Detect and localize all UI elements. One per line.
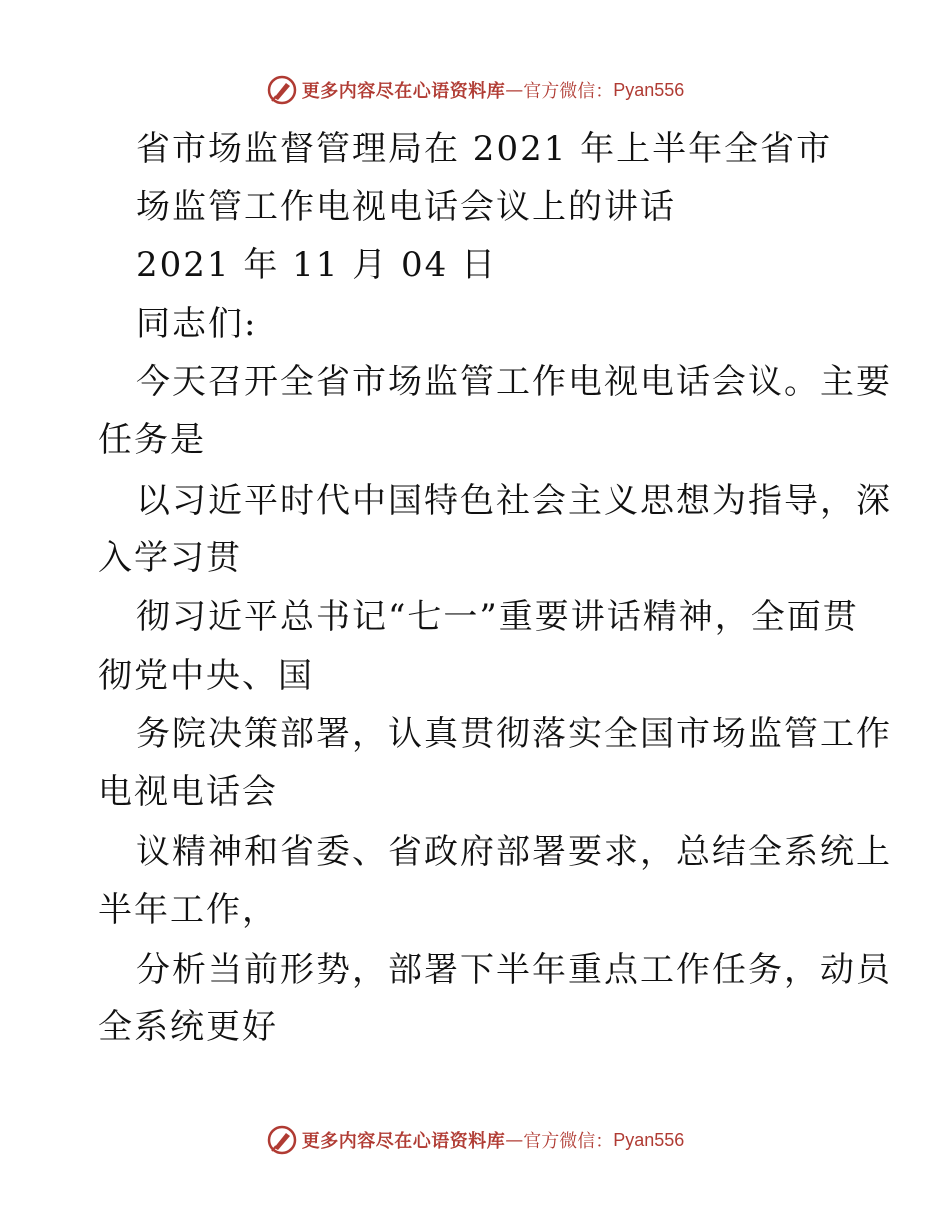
pen-nib-logo-icon	[266, 1124, 298, 1156]
paragraph-line: 入学习贯	[98, 538, 242, 578]
paragraph-line: 以习近平时代中国特色社会主义思想为指导，深	[136, 481, 892, 521]
footer-banner	[0, 1120, 950, 1160]
document-date: 2021 年 11 月 04 日	[136, 245, 498, 285]
banner-wechat-id: Pyan556	[613, 79, 685, 100]
paragraph-line: 今天召开全省市场监管工作电视电话会议。主要	[136, 362, 892, 402]
document-title-line-1: 省市场监督管理局在 2021 年上半年全省市	[136, 129, 833, 169]
paragraph-line: 务院决策部署，认真贯彻落实全国市场监管工作	[136, 714, 892, 754]
banner-brand-text: 更多内容尽在心语资料库	[301, 81, 506, 102]
banner-brand-text: 更多内容尽在心语资料库	[301, 1131, 506, 1152]
document-salutation: 同志们:	[136, 304, 258, 344]
document-title-line-2: 场监管工作电视电话会议上的讲话	[136, 187, 676, 227]
paragraph-line: 任务是	[98, 420, 206, 460]
banner-dash: —	[505, 1129, 524, 1151]
banner-official-label: 官方微信：	[523, 1131, 614, 1152]
pen-nib-logo-icon	[266, 74, 298, 106]
paragraph-line: 分析当前形势，部署下半年重点工作任务，动员	[136, 950, 892, 990]
banner-wechat-id: Pyan556	[613, 1129, 685, 1150]
paragraph-line: 电视电话会	[98, 772, 278, 812]
banner-dash: —	[505, 79, 524, 101]
paragraph-line: 彻习近平总书记“七一”重要讲话精神，全面贯	[136, 597, 859, 637]
paragraph-line: 全系统更好	[98, 1007, 278, 1047]
paragraph-line: 议精神和省委、省政府部署要求，总结全系统上	[136, 832, 892, 872]
paragraph-line: 半年工作，	[98, 890, 278, 930]
header-banner	[0, 70, 950, 110]
banner-official-label: 官方微信：	[523, 81, 614, 102]
paragraph-line: 彻党中央、国	[98, 656, 314, 696]
